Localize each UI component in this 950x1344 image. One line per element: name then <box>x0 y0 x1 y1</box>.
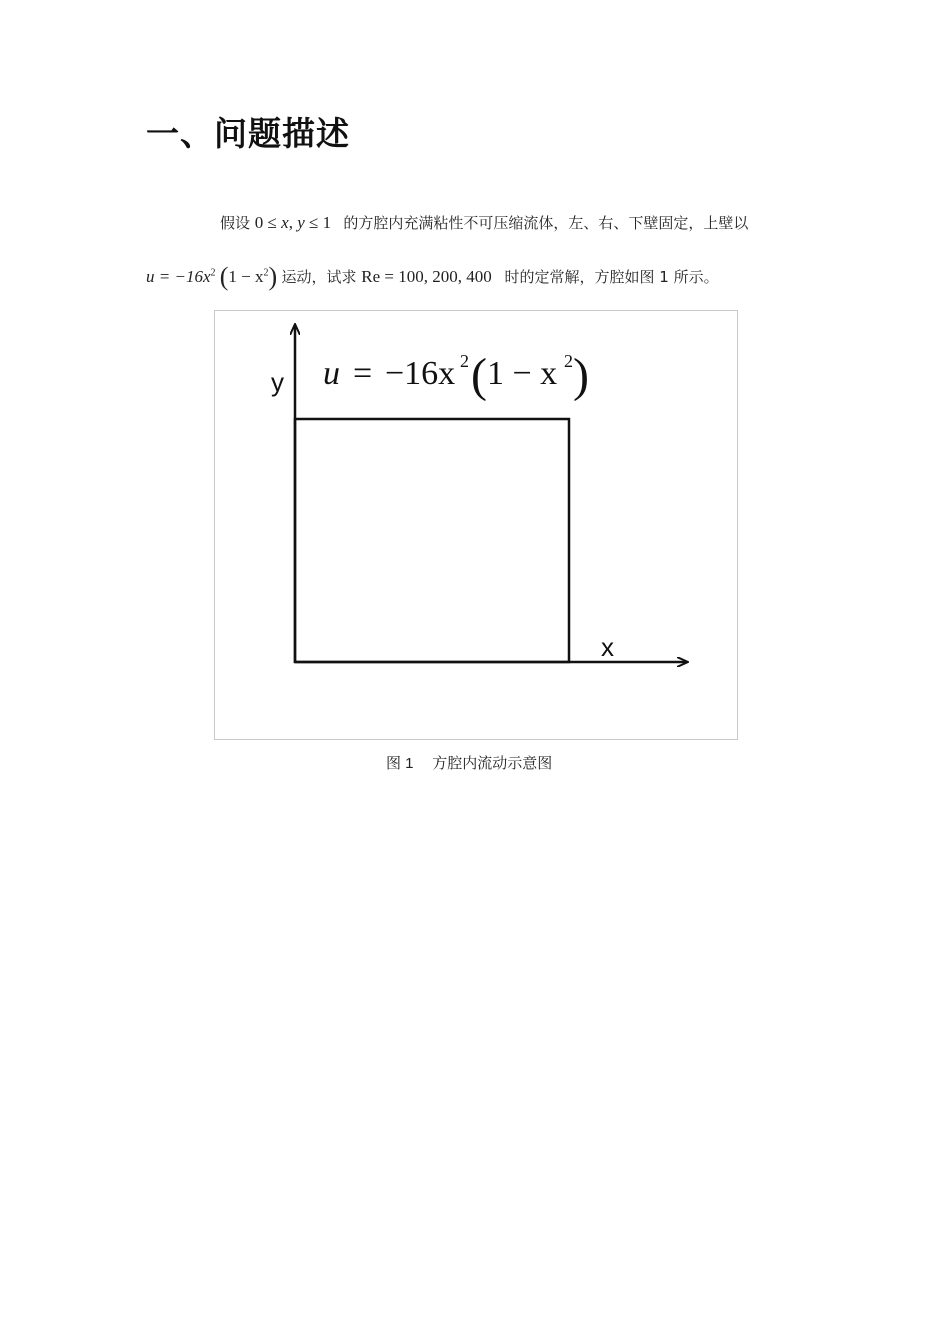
domain-condition <box>255 213 336 232</box>
line1-prefix: 假设 <box>220 214 251 232</box>
caption-number: 图 1 <box>386 755 414 772</box>
exp-2: 2 <box>210 267 216 279</box>
motion-text: 运动，试求 <box>281 268 357 286</box>
one-minus-x: 1 − x <box>228 267 264 286</box>
formula-coef: −16x <box>385 355 456 392</box>
caption-text: 方腔内流动示意图 <box>432 754 553 772</box>
formula-exp-2: 2 <box>564 351 573 371</box>
formula-exp-1: 2 <box>460 351 469 371</box>
cond-zero: 0 <box>254 213 264 232</box>
cond-one: 1 <box>322 213 332 232</box>
cond-le-2: ≤ <box>308 213 319 232</box>
cond-le-1: ≤ <box>267 213 277 232</box>
right-paren: ) <box>268 262 278 291</box>
y-axis-label: y <box>271 367 284 397</box>
cavity-square <box>295 419 569 662</box>
formula-right-paren: ) <box>573 349 589 402</box>
formula-lhs: u <box>323 355 340 392</box>
formula-eq: = <box>353 355 373 392</box>
line1-suffix: 的方腔内充满粘性不可压缩流体，左、右、下壁固定，上壁以 <box>343 214 749 232</box>
paragraph-line-2 <box>146 262 719 292</box>
cond-x: x <box>281 213 289 232</box>
exp-2b: 2 <box>263 267 269 279</box>
cavity-figure <box>214 310 738 740</box>
velocity-formula-inline <box>146 262 281 291</box>
u-eq: u = −16x <box>146 267 211 286</box>
lid-velocity-formula <box>323 349 589 402</box>
x-axis-label: x <box>601 632 614 662</box>
section-heading: 一、问题描述 <box>146 114 350 153</box>
reynolds-values: Re = 100, 200, 400 <box>361 267 492 286</box>
cond-y: y <box>297 213 305 232</box>
cavity-diagram <box>215 311 737 739</box>
cond-comma: , <box>288 213 293 232</box>
paragraph-line-1 <box>220 212 748 233</box>
formula-left-paren: ( <box>471 349 487 402</box>
line2-suffix: 时的定常解，方腔如图 1 所示。 <box>504 268 719 286</box>
left-paren: ( <box>219 262 229 291</box>
figure-caption <box>386 752 552 773</box>
formula-inner: 1 − x <box>487 355 558 392</box>
